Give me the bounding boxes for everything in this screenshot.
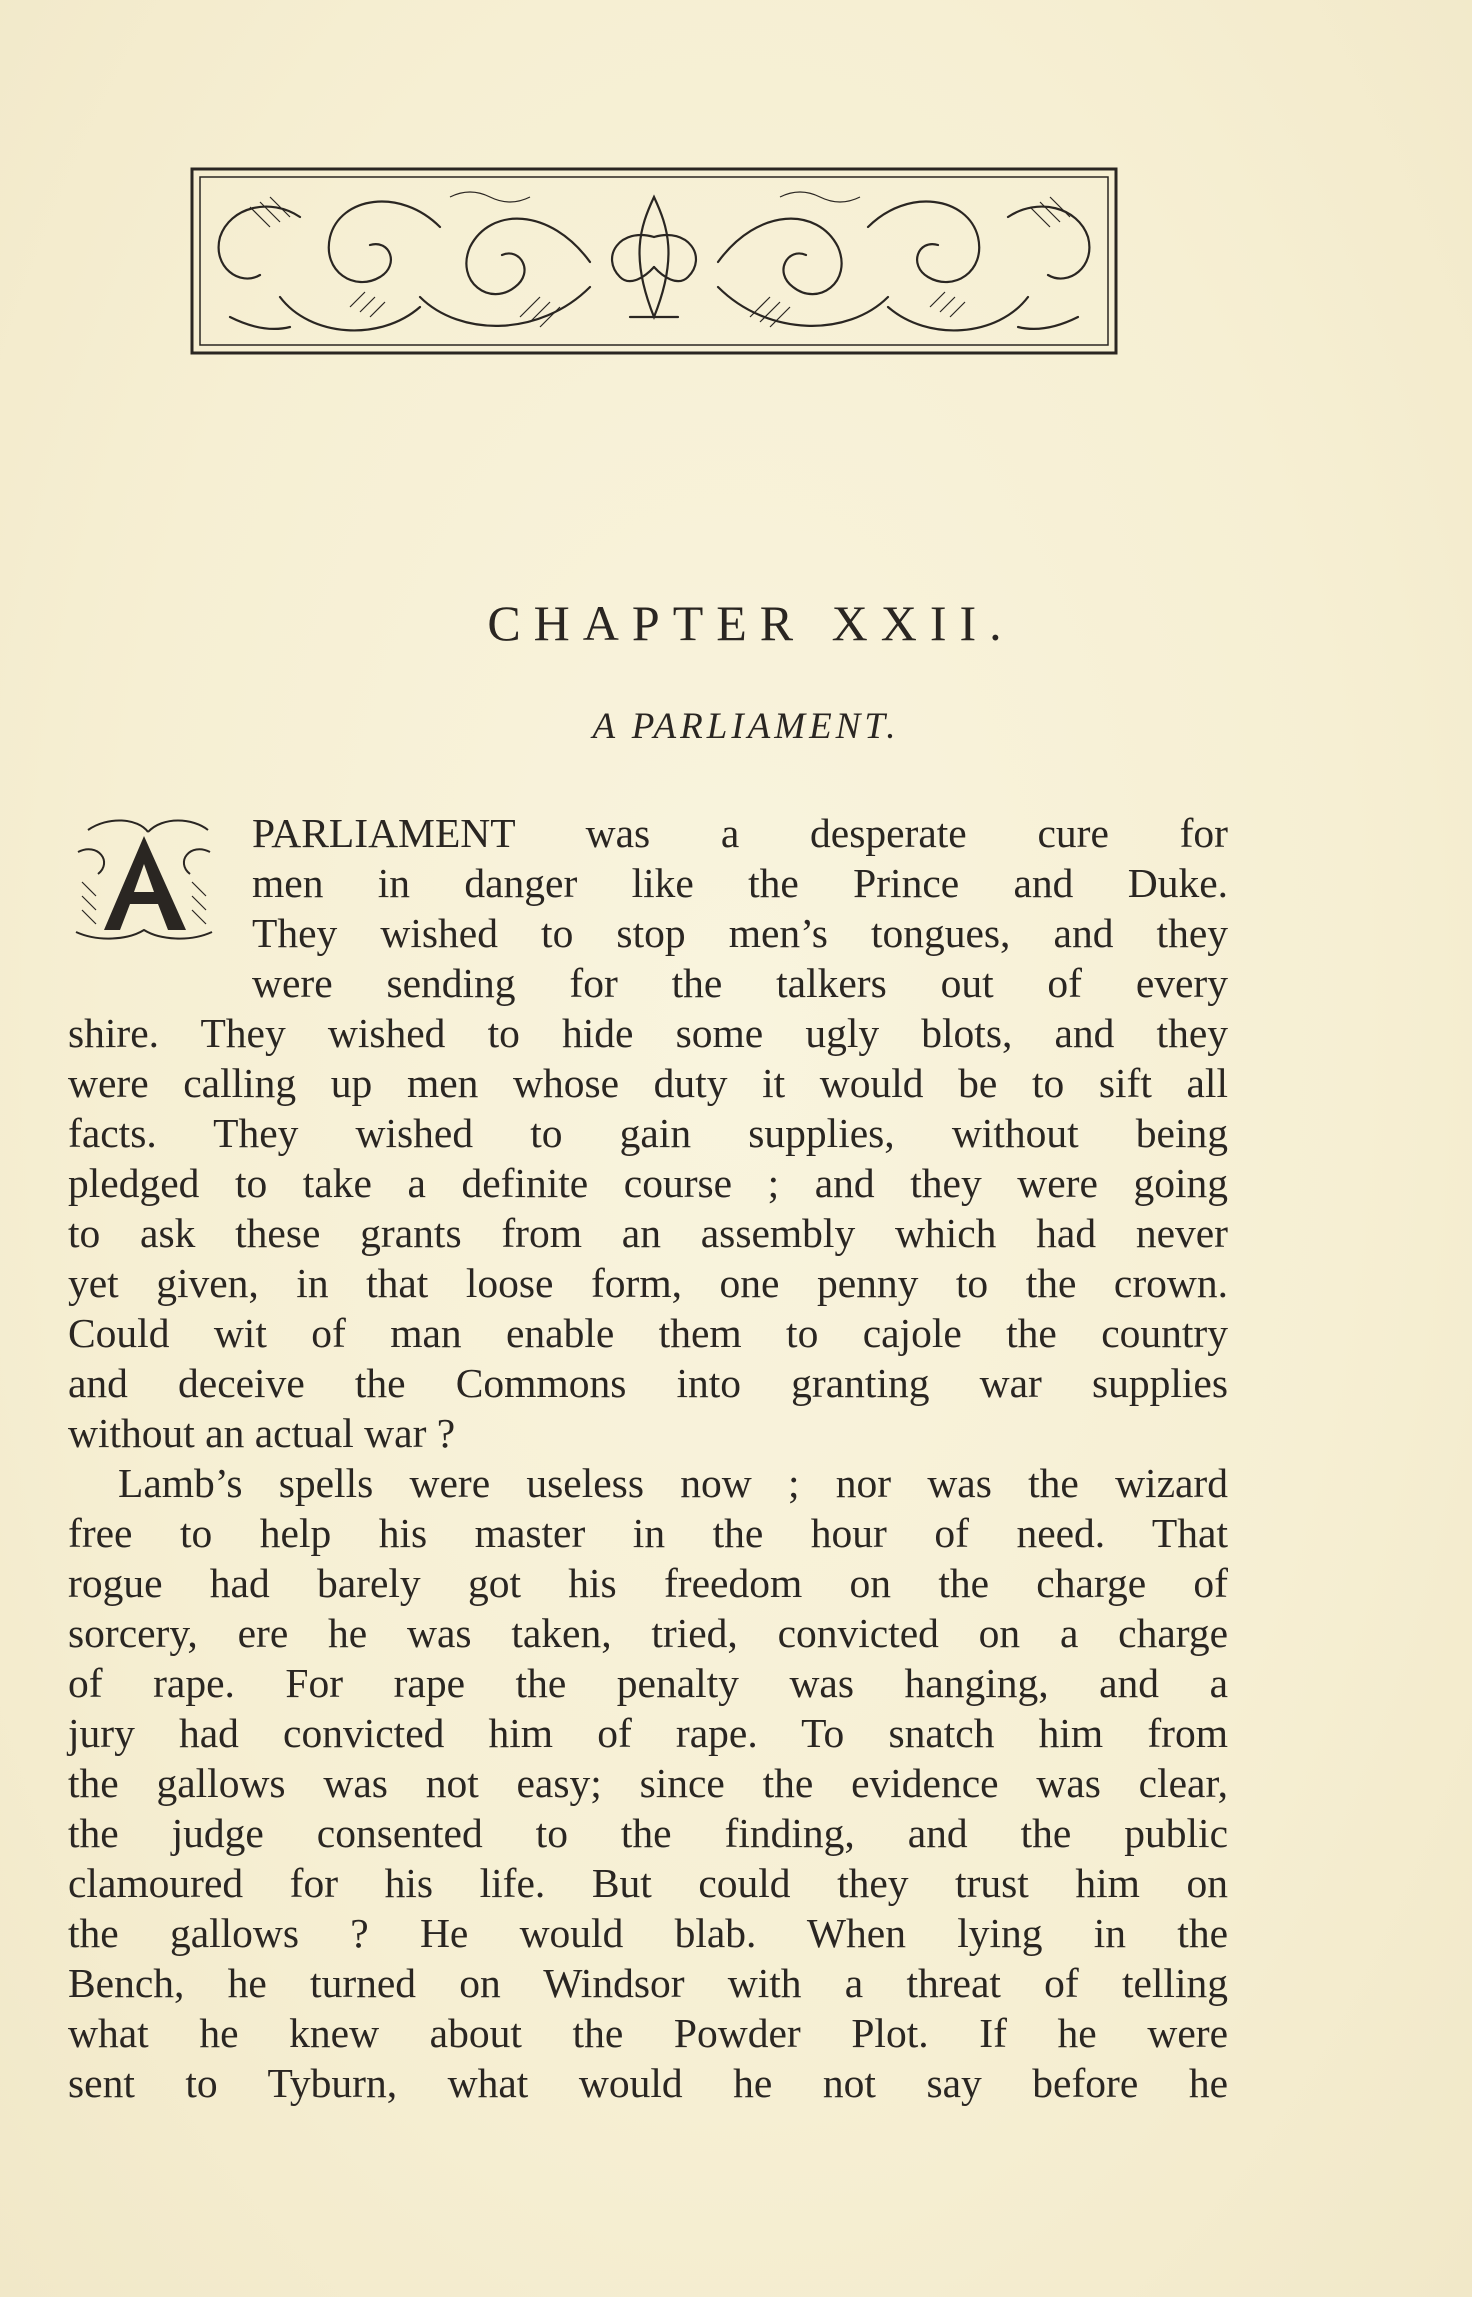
text-line: Lamb’s spells were useless now ; nor was the wizard: [118, 1460, 1228, 1506]
text-line: pledged to take a definite course ; and they were going: [68, 1160, 1228, 1206]
text-line: shire. They wished to hide some ugly blots, and they: [68, 1010, 1228, 1056]
text-line: clamoured for his life. But could they trust him on: [68, 1860, 1228, 1906]
text-line: of rape. For rape the penalty was hanging, and a: [68, 1660, 1228, 1706]
text-line: without an actual war ?: [68, 1410, 456, 1456]
text-line: They wished to stop men’s tongues, and they: [252, 910, 1228, 956]
section-title: A PARLIAMENT.: [592, 706, 900, 747]
text-line: were sending for the talkers out of every: [252, 960, 1228, 1006]
text-line: sent to Tyburn, what would he not say before he: [68, 2060, 1228, 2106]
text-line: Could wit of man enable them to cajole the country: [68, 1310, 1228, 1356]
text-line: Bench, he turned on Windsor with a threat of telling: [68, 1960, 1228, 2006]
drop-cap-a-icon: [68, 812, 220, 952]
text-line: to ask these grants from an assembly which had never: [68, 1210, 1228, 1256]
text-line: the gallows was not easy; since the evidence was clear,: [68, 1760, 1228, 1806]
text-line: yet given, in that loose form, one penny to the crown.: [68, 1260, 1228, 1306]
text-line: free to help his master in the hour of need. That: [68, 1510, 1228, 1556]
chapter-title: CHAPTER XXII.: [487, 595, 1015, 651]
text-line: men in danger like the Prince and Duke.: [252, 860, 1228, 906]
text-line: rogue had barely got his freedom on the charge of: [68, 1560, 1228, 1606]
text-line: the gallows ? He would blab. When lying in the: [68, 1910, 1228, 1956]
floral-ornament-icon: [190, 167, 1118, 357]
text-line: facts. They wished to gain supplies, without being: [68, 1110, 1228, 1156]
headpiece-ornament: [190, 167, 1118, 357]
text-line: sorcery, ere he was taken, tried, convicted on a charge: [68, 1610, 1228, 1656]
text-line: what he knew about the Powder Plot. If he were: [68, 2010, 1228, 2056]
text-line: and deceive the Commons into granting war supplies: [68, 1360, 1228, 1406]
drop-cap-ornament: [68, 812, 220, 952]
text-line: were calling up men whose duty it would be to sift all: [68, 1060, 1228, 1106]
text-line: the judge consented to the finding, and the public: [68, 1810, 1228, 1856]
text-line: jury had convicted him of rape. To snatch him from: [68, 1710, 1228, 1756]
text-line: PARLIAMENT was a desperate cure for: [252, 810, 1228, 856]
